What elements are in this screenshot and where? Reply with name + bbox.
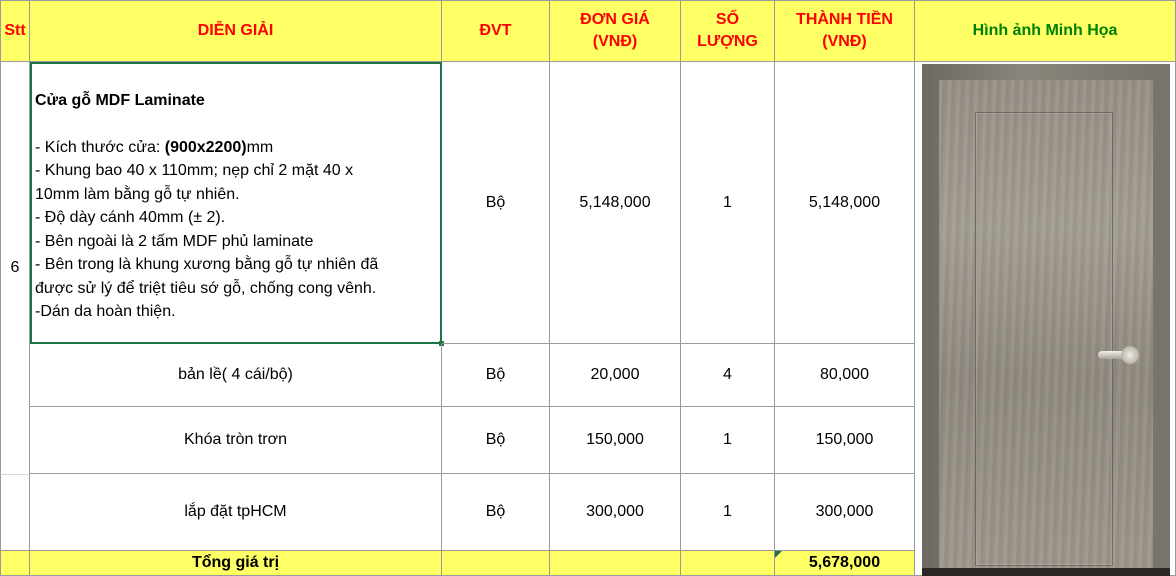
spec-finish: -Dán da hoàn thiện.	[35, 303, 176, 320]
row-2-dvt[interactable]: Bộ	[442, 344, 550, 407]
header-thanh-tien-line2: (VNĐ)	[822, 33, 867, 50]
header-thanh-tien-line1: THÀNH TIỀN	[796, 11, 893, 28]
row-2-don-gia[interactable]: 20,000	[550, 344, 681, 407]
header-don-gia-line1: ĐƠN GIÁ	[580, 11, 650, 28]
header-dien-giai[interactable]: DIỄN GIẢI	[30, 0, 442, 62]
row-4-dvt[interactable]: Bộ	[442, 474, 550, 551]
row-4-description[interactable]: lắp đặt tpHCM	[30, 474, 442, 551]
row-2-description[interactable]: bản lề( 4 cái/bộ)	[30, 344, 442, 407]
row-1-dvt[interactable]: Bộ	[442, 62, 550, 344]
row-3-description[interactable]: Khóa tròn trơn	[30, 407, 442, 474]
spec-outer: - Bên ngoài là 2 tấm MDF phủ laminate	[35, 232, 314, 250]
header-so-luong[interactable]	[681, 0, 775, 62]
header-stt[interactable]: Stt	[0, 0, 30, 62]
spec-frame: - Khung bao 40 x 110mm; nẹp chỉ 2 mặt 40 x	[35, 162, 354, 179]
spec-inner: - Bên trong là khung xương bằng gỗ tự nhiên đã	[35, 256, 379, 273]
footer-total[interactable]: 5,678,000	[775, 551, 915, 576]
header-don-gia[interactable]	[550, 0, 681, 62]
row-1-description[interactable]	[30, 62, 442, 344]
footer-label[interactable]: Tổng giá trị	[30, 551, 442, 576]
spec-inner-cont: được sử lý để triệt tiêu sớ gỗ, chống cong vênh.	[35, 279, 377, 297]
formula-indicator-icon	[775, 551, 782, 558]
footer-blank-stt[interactable]	[0, 551, 30, 576]
header-hinh-anh[interactable]: Hình ảnh Minh Họa	[915, 0, 1176, 62]
row-3-don-gia[interactable]: 150,000	[550, 407, 681, 474]
row-3-dvt[interactable]: Bộ	[442, 407, 550, 474]
stt-cell-blank[interactable]	[0, 474, 30, 551]
header-dvt[interactable]: ĐVT	[442, 0, 550, 62]
row-3-thanh-tien[interactable]: 150,000	[775, 407, 915, 474]
row-4-don-gia[interactable]: 300,000	[550, 474, 681, 551]
row-3-so-luong[interactable]: 1	[681, 407, 775, 474]
footer-blank-so-luong[interactable]	[681, 551, 775, 576]
row-4-so-luong[interactable]: 1	[681, 474, 775, 551]
row-4-thanh-tien[interactable]: 300,000	[775, 474, 915, 551]
header-don-gia-line2: (VNĐ)	[592, 33, 638, 50]
row-2-thanh-tien[interactable]: 80,000	[775, 344, 915, 407]
door-panel-groove	[975, 112, 1113, 566]
door-handle-rose	[1121, 346, 1139, 364]
row-1-thanh-tien[interactable]: 5,148,000	[775, 62, 915, 344]
stt-cell[interactable]: 6	[0, 62, 30, 474]
row-1-don-gia[interactable]: 5,148,000	[550, 62, 681, 344]
header-so-luong-line2: LƯỢNG	[697, 33, 758, 50]
footer-blank-dvt[interactable]	[442, 551, 550, 576]
product-title: Cửa gỗ MDF Laminate	[35, 92, 205, 109]
row-2-so-luong[interactable]: 4	[681, 344, 775, 407]
spec-thickness: - Độ dày cánh 40mm (± 2).	[35, 209, 226, 226]
row-1-so-luong[interactable]: 1	[681, 62, 775, 344]
spec-frame-cont: 10mm làm bằng gỗ tự nhiên.	[35, 185, 240, 203]
door-floor-shadow	[922, 568, 1170, 576]
spec-size: - Kích thước cửa: (900x2200)mm	[35, 138, 274, 156]
footer-blank-don-gia[interactable]	[550, 551, 681, 576]
header-so-luong-line1: SỐ	[715, 11, 740, 28]
header-thanh-tien[interactable]	[775, 0, 915, 62]
